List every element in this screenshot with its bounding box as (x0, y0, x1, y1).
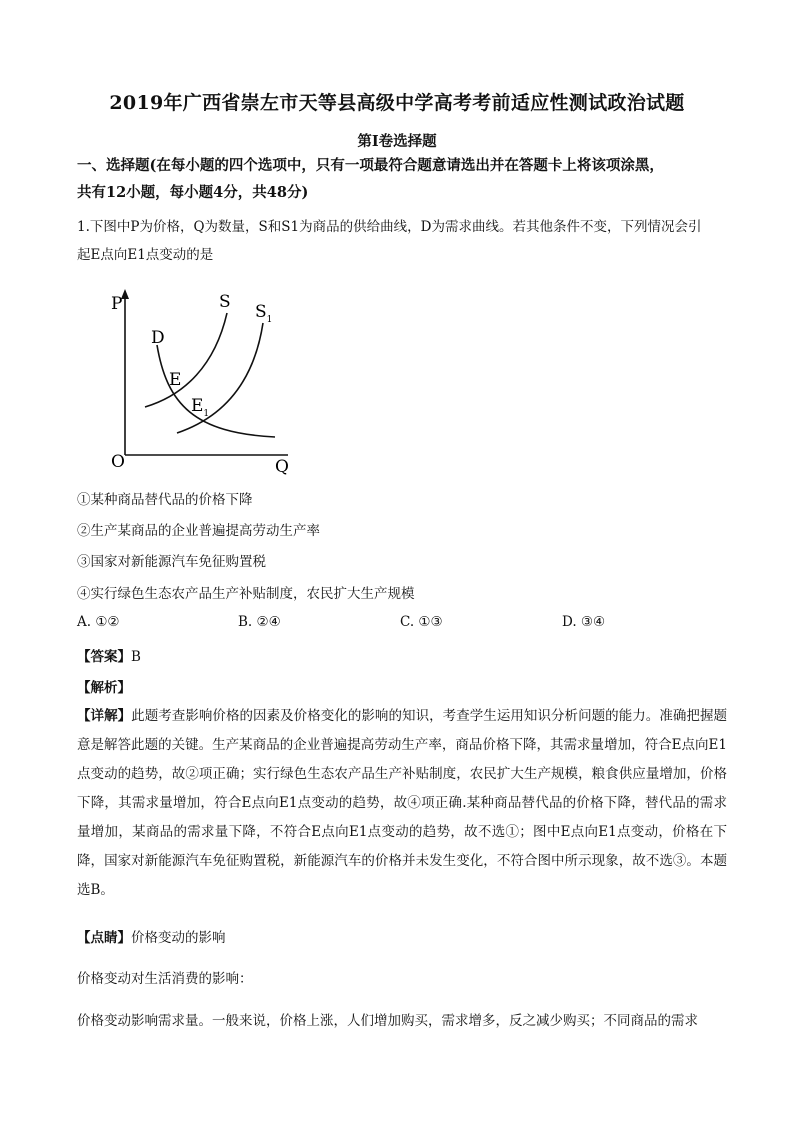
demand-curve (157, 345, 275, 437)
label-p: P (111, 294, 123, 314)
item-4: ④实行绿色生态农产品生产补贴制度，农民扩大生产规模 (77, 586, 415, 602)
question-stem-line-1: 1.下图中P为价格，Q为数量，S和S1为商品的供给曲线，D为需求曲线。若其他条件不变，下列情况会引 (77, 219, 702, 235)
label-d: D (151, 328, 165, 348)
option-a: A. ①② (77, 614, 120, 630)
section-heading-line-2: 共有12小题，每小题4分，共48分) (77, 184, 309, 201)
item-1: ①某种商品替代品的价格下降 (77, 492, 253, 508)
section-heading-line-1: 一、选择题(在每小题的四个选项中，只有一项最符合题意请选出并在答题卡上将该项涂黑， (77, 157, 664, 174)
explain-paragraph-2: 价格变动影响需求量。一般来说，价格上涨，人们增加购买，需求增多，反之减少购买；不同商品的需求 (77, 1013, 698, 1029)
answer-value: B (131, 649, 141, 665)
label-s1: $S_1$ (255, 302, 273, 325)
question-stem (77, 213, 727, 269)
detail-tag: 【详解】 (77, 708, 132, 724)
label-e1: $E_1$ (191, 396, 210, 419)
label-q: Q (275, 457, 289, 475)
label-s: S (219, 292, 231, 312)
option-d: D. ③④ (562, 614, 606, 630)
volume-heading: 第I卷选择题 (357, 133, 437, 150)
exam-title: 2019年广西省崇左市天等县高级中学高考考前适应性测试政治试题 (109, 92, 685, 114)
key-tag: 【点睛】 (77, 930, 131, 946)
item-3: ③国家对新能源汽车免征购置税 (77, 554, 266, 570)
option-c: C. ①③ (400, 614, 443, 630)
label-e: E (169, 370, 182, 390)
answer-line (77, 645, 141, 665)
key-text: 价格变动的影响 (131, 930, 226, 946)
label-o: O (111, 452, 125, 472)
analysis-line (77, 676, 131, 696)
question-stem-line-2: 起E点向E1点变动的是 (77, 247, 214, 263)
detail-paragraph (77, 702, 727, 905)
option-b: B. ②④ (238, 614, 281, 630)
item-2: ②生产某商品的企业普遍提高劳动生产率 (77, 523, 320, 539)
supply-demand-figure (105, 285, 305, 475)
analysis-tag: 【解析】 (77, 680, 131, 696)
section-heading (77, 152, 727, 206)
supply-curve-s1 (177, 323, 263, 433)
answer-tag: 【答案】 (77, 649, 131, 665)
explain-paragraph-1: 价格变动对生活消费的影响： (77, 971, 253, 987)
key-line (77, 926, 226, 946)
detail-text: 此题考查影响价格的因素及价格变化的影响的知识，考查学生运用知识分析问题的能力。准确把握题意是解答此题的关键。生产某商品的企业普遍提高劳动生产率，商品价格下降，其需求量增加，符合E点向E1点变动的趋势，故②项正确；实行绿色生态农产品生产补贴制度，农民扩大生产规模，粮食供应量增加，价格下降，其需求量增加，符合E点向E1点变动的趋势，故④项正确.某种商品替代品的价格下降，替代品的需求量增加，某商品的需求量下降，不符合E点向E1点变动的趋势，故不选①；图中E点向E1点变动，价格在下降，国家对新能源汽车免征购置税，新能源汽车的价格并未发生变化，不符合图中所示现象，故不选③。本题选B。 (77, 708, 728, 898)
